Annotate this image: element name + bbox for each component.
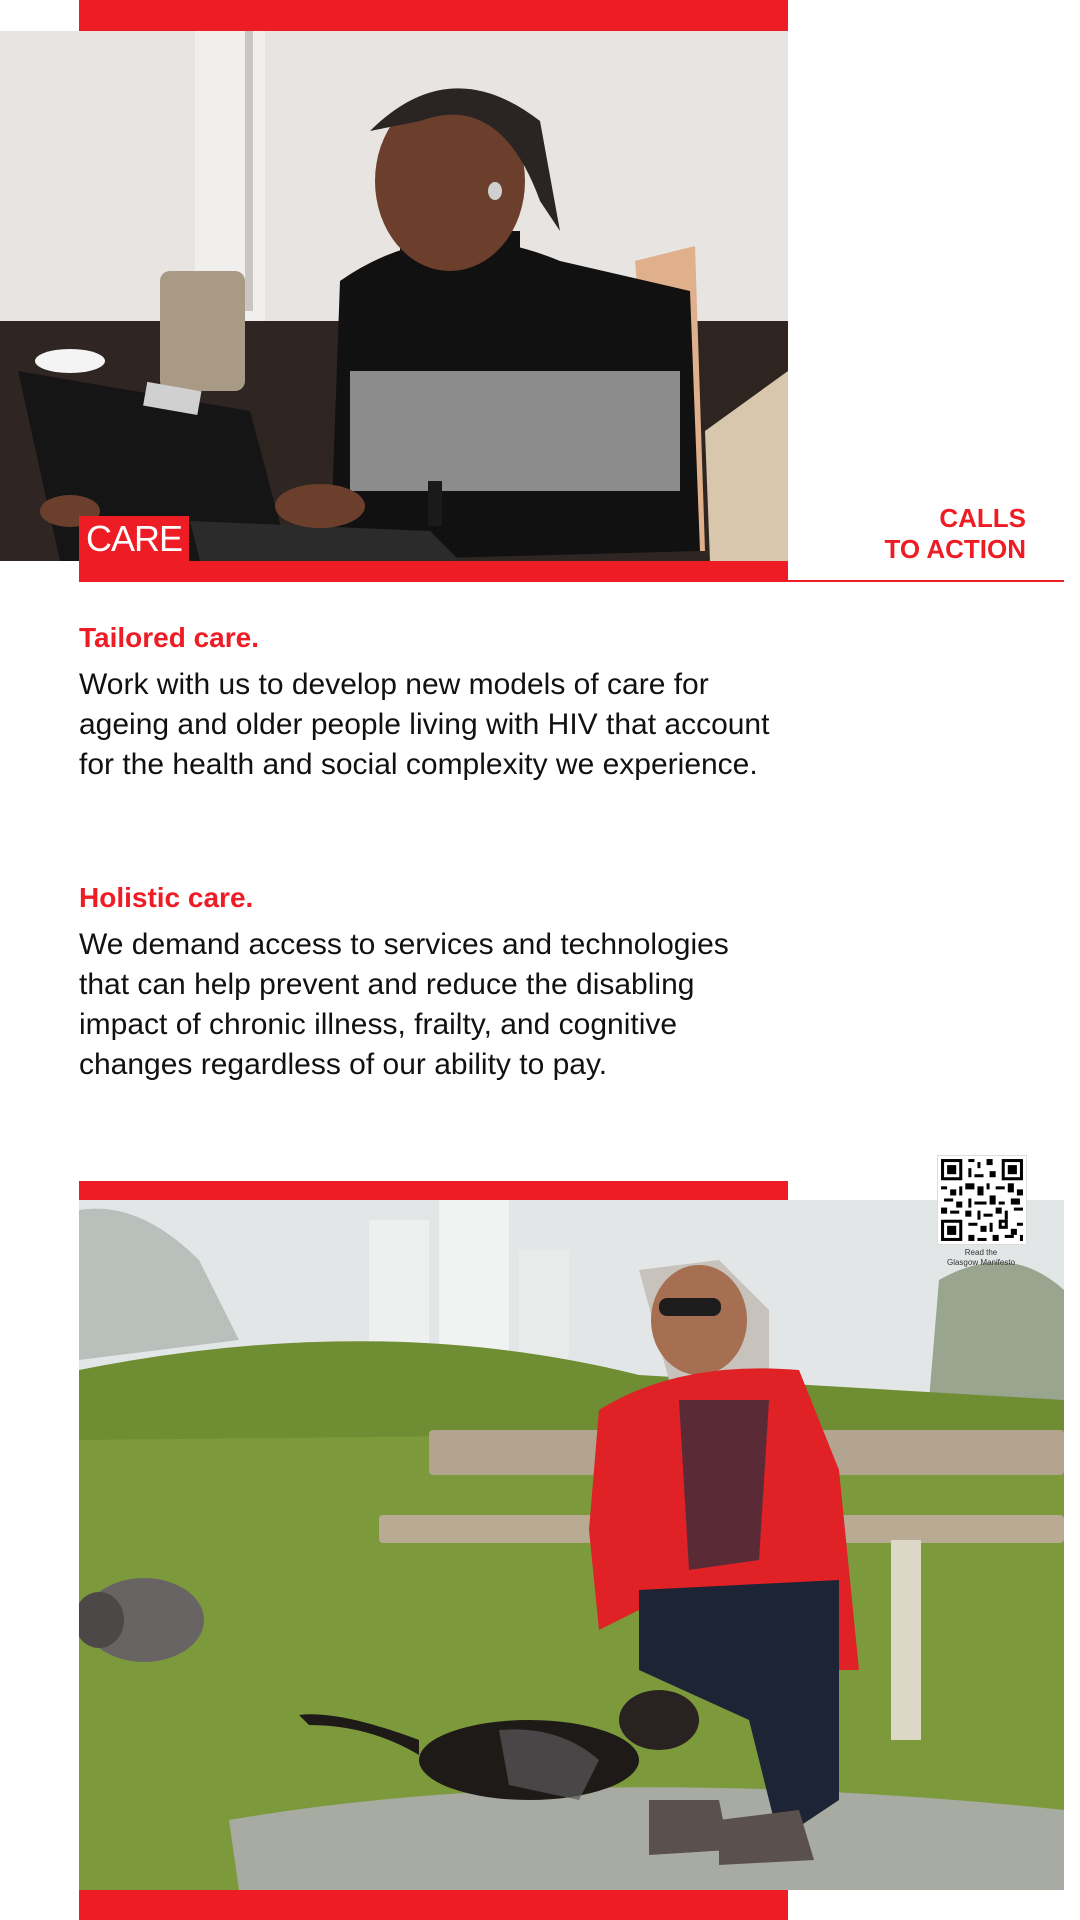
qr-caption-line2: Glasgow Manifesto	[946, 1258, 1016, 1267]
calls-divider-line	[788, 580, 1064, 582]
section-title-tailored-care: Tailored care.	[79, 622, 260, 653]
qr-caption	[930, 1248, 1032, 1268]
bottom-photo-top-bar	[79, 1181, 788, 1200]
care-label: CARE	[79, 516, 189, 561]
photo-woman-laptop	[0, 31, 788, 561]
top-photo-bottom-bar	[79, 561, 788, 582]
qr-code[interactable]	[937, 1155, 1027, 1245]
bottom-accent-bar	[79, 1890, 788, 1920]
section-body-tailored-care: Work with us to develop new models of care for ageing and older people living with HIV that account for the health and social complexity we experience.	[79, 668, 770, 781]
section-body-holistic-care: We demand access to services and technologies that can help prevent and reduce the disabling impact of chronic illness, frailty, and cognitive changes regardless of our ability to pay.	[79, 928, 729, 1081]
calls-heading-line1: CALLS	[939, 503, 1026, 533]
qr-caption-line1: Read the	[964, 1248, 998, 1257]
photo-man-with-dogs	[79, 1200, 1064, 1890]
calls-to-action-heading	[884, 503, 1026, 565]
calls-heading-line2: TO ACTION	[884, 534, 1026, 564]
qr-code-pattern	[938, 1156, 1026, 1244]
top-accent-bar	[79, 0, 788, 31]
section-title-holistic-care: Holistic care.	[79, 882, 254, 913]
